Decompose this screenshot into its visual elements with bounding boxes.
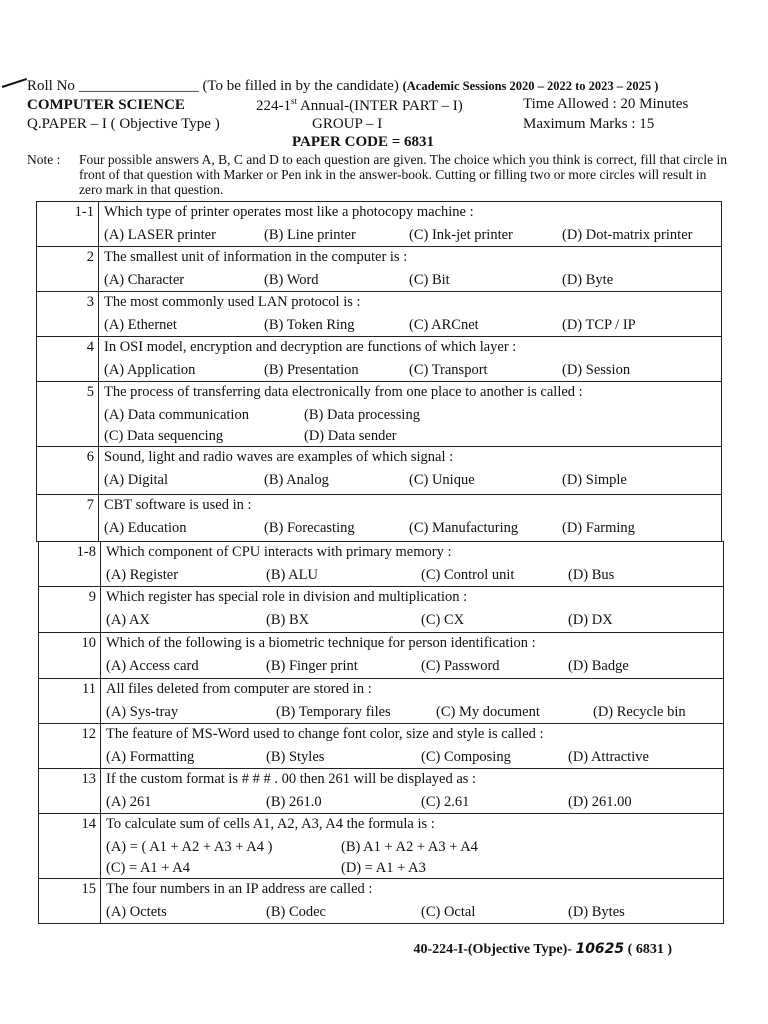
paper-footer	[413, 941, 672, 958]
subject-title: COMPUTER SCIENCE	[27, 97, 185, 113]
roll-no-line	[27, 78, 658, 95]
option-d: (D) Farming	[562, 520, 635, 536]
question-body	[101, 542, 724, 587]
question-row	[37, 247, 722, 292]
question-row	[37, 495, 722, 542]
question-row	[37, 292, 722, 337]
option-c: (C) CX	[421, 612, 465, 628]
question-text: Which register has special role in division and multiplication :	[106, 589, 468, 605]
paper-code: PAPER CODE = 6831	[292, 134, 435, 150]
footer-paper-code: ( 6831 )	[627, 942, 672, 957]
option-b: (B) 261.0	[266, 794, 322, 810]
academic-sessions: (Academic Sessions 2020 – 2022 to 2023 – 2025 )	[402, 79, 659, 93]
option-c: (C) Unique	[409, 472, 475, 488]
option-d: (D) Bytes	[568, 904, 625, 920]
question-number: 1-8	[39, 542, 101, 587]
option-b: (B) Analog	[264, 472, 329, 488]
option-b: (B) Data processing	[304, 407, 420, 423]
handwritten-number: 10625	[575, 941, 625, 957]
option-a: (A) Ethernet	[104, 317, 177, 333]
option-a: (A) Access card	[106, 658, 199, 674]
question-body	[101, 633, 724, 679]
option-c: (C) Control unit	[421, 567, 515, 583]
question-number: 3	[37, 292, 99, 337]
option-b: (B) Presentation	[264, 362, 359, 378]
option-a: (A) 261	[106, 794, 152, 810]
option-c: (C) Password	[421, 658, 500, 674]
option-b: (B) BX	[266, 612, 310, 628]
question-text: The smallest unit of information in the computer is :	[104, 249, 408, 265]
question-text: The four numbers in an IP address are called :	[106, 881, 373, 897]
question-text: Which component of CPU interacts with primary memory :	[106, 544, 452, 560]
question-body	[101, 587, 724, 633]
instructions-note	[27, 152, 727, 197]
option-d: (D) TCP / IP	[562, 317, 636, 333]
question-text: CBT software is used in :	[104, 497, 252, 513]
roll-no-label: Roll No	[27, 78, 75, 94]
pen-mark	[2, 78, 27, 87]
question-number: 12	[39, 724, 101, 769]
question-number: 10	[39, 633, 101, 679]
option-a: (A) Register	[106, 567, 179, 583]
option-d: (D) Attractive	[568, 749, 649, 765]
question-body	[101, 879, 724, 924]
exam-title: 224-1st Annual-(INTER PART – I)	[256, 96, 463, 114]
option-c: (C) Transport	[409, 362, 488, 378]
paper-type: Q.PAPER – I ( Objective Type )	[27, 116, 220, 132]
option-a: (A) Character	[104, 272, 185, 288]
question-body	[99, 247, 722, 292]
question-body	[99, 292, 722, 337]
option-d: (D) Bus	[568, 567, 615, 583]
option-b: (B) Finger print	[266, 658, 358, 674]
option-b: (B) Forecasting	[264, 520, 355, 536]
question-text: If the custom format is # # # . 00 then 261 will be displayed as :	[106, 771, 477, 787]
option-d: (D) = A1 + A3	[341, 860, 426, 876]
option-a: (A) Octets	[106, 904, 167, 920]
question-row	[39, 679, 724, 724]
question-number: 5	[37, 382, 99, 447]
option-a: (A) = ( A1 + A2 + A3 + A4 )	[106, 839, 273, 855]
option-b: (B) Temporary files	[276, 704, 391, 720]
option-d: (D) Dot-matrix printer	[562, 227, 693, 243]
roll-no-blank: ________________	[78, 78, 199, 94]
option-b: (B) Styles	[266, 749, 325, 765]
question-number: 9	[39, 587, 101, 633]
option-a: (A) Digital	[104, 472, 169, 488]
question-number: 7	[37, 495, 99, 542]
option-a: (A) Sys-tray	[106, 704, 179, 720]
question-row	[39, 587, 724, 633]
question-text: In OSI model, encryption and decryption are functions of which layer :	[104, 339, 517, 355]
time-allowed: Time Allowed : 20 Minutes	[523, 96, 689, 112]
question-number: 4	[37, 337, 99, 382]
question-body	[99, 202, 722, 247]
option-d: (D) Badge	[568, 658, 629, 674]
option-a: (A) Education	[104, 520, 187, 536]
option-d: (D) Data sender	[304, 428, 397, 444]
option-c: (C) Ink-jet printer	[409, 227, 513, 243]
question-row	[39, 879, 724, 924]
option-a: (A) Formatting	[106, 749, 195, 765]
option-c: (C) = A1 + A4	[106, 860, 191, 876]
option-d: (D) DX	[568, 612, 613, 628]
question-number: 1-1	[37, 202, 99, 247]
questions-table-1	[36, 201, 722, 542]
question-text: Sound, light and radio waves are examples of which signal :	[104, 449, 454, 465]
option-b: (B) A1 + A2 + A3 + A4	[341, 839, 478, 855]
option-c: (C) Data sequencing	[104, 428, 224, 444]
footer-code: 40-224-I-(Objective Type)-	[413, 942, 572, 957]
note-text: Four possible answers A, B, C and D to each question are given. The choice which you think is correct, fill that circle in front of that question with Marker or Pen ink in the answer-book. Cutting or filling two or more circles will result in zero mark in that question.	[79, 152, 727, 197]
question-number: 15	[39, 879, 101, 924]
group-label: GROUP – I	[312, 116, 383, 132]
option-a: (A) Data communication	[104, 407, 249, 423]
option-c: (C) Composing	[421, 749, 511, 765]
option-c: (C) Octal	[421, 904, 476, 920]
option-b: (B) Word	[264, 272, 319, 288]
option-d: (D) Recycle bin	[593, 704, 686, 720]
option-c: (C) 2.61	[421, 794, 470, 810]
question-number: 14	[39, 814, 101, 879]
option-b: (B) Codec	[266, 904, 326, 920]
question-text: To calculate sum of cells A1, A2, A3, A4 the formula is :	[106, 816, 435, 832]
question-text: Which of the following is a biometric technique for person identification :	[106, 635, 536, 651]
question-number: 2	[37, 247, 99, 292]
question-body	[101, 769, 724, 814]
question-row	[39, 542, 724, 587]
question-body	[99, 382, 722, 447]
question-row	[37, 382, 722, 447]
option-a: (A) LASER printer	[104, 227, 216, 243]
question-row	[37, 447, 722, 495]
question-body	[101, 814, 724, 879]
maximum-marks: Maximum Marks : 15	[523, 116, 655, 132]
option-d: (D) 261.00	[568, 794, 632, 810]
option-c: (C) Manufacturing	[409, 520, 519, 536]
question-number: 11	[39, 679, 101, 724]
question-text: The feature of MS-Word used to change font color, size and style is called :	[106, 726, 544, 742]
questions-table-2	[38, 541, 724, 924]
question-row	[39, 633, 724, 679]
option-d: (D) Session	[562, 362, 631, 378]
option-a: (A) Application	[104, 362, 196, 378]
option-b: (B) ALU	[266, 567, 318, 583]
option-b: (B) Line printer	[264, 227, 356, 243]
option-c: (C) Bit	[409, 272, 450, 288]
question-row	[39, 724, 724, 769]
question-body	[99, 495, 722, 542]
question-row	[37, 202, 722, 247]
option-c: (C) My document	[436, 704, 540, 720]
question-body	[101, 679, 724, 724]
question-row	[39, 814, 724, 879]
option-c: (C) ARCnet	[409, 317, 479, 333]
question-text: All files deleted from computer are stored in :	[106, 681, 372, 697]
question-body	[99, 447, 722, 495]
question-text: Which type of printer operates most like a photocopy machine :	[104, 204, 474, 220]
option-b: (B) Token Ring	[264, 317, 355, 333]
question-number: 13	[39, 769, 101, 814]
question-text: The process of transferring data electronically from one place to another is called :	[104, 384, 583, 400]
option-d: (D) Simple	[562, 472, 627, 488]
question-body	[101, 724, 724, 769]
option-d: (D) Byte	[562, 272, 614, 288]
note-label: Note :	[27, 152, 61, 167]
question-row	[39, 769, 724, 814]
question-text: The most commonly used LAN protocol is :	[104, 294, 361, 310]
fill-note: (To be filled in by the candidate)	[202, 78, 399, 94]
option-a: (A) AX	[106, 612, 150, 628]
question-number: 6	[37, 447, 99, 495]
question-body	[99, 337, 722, 382]
question-row	[37, 337, 722, 382]
